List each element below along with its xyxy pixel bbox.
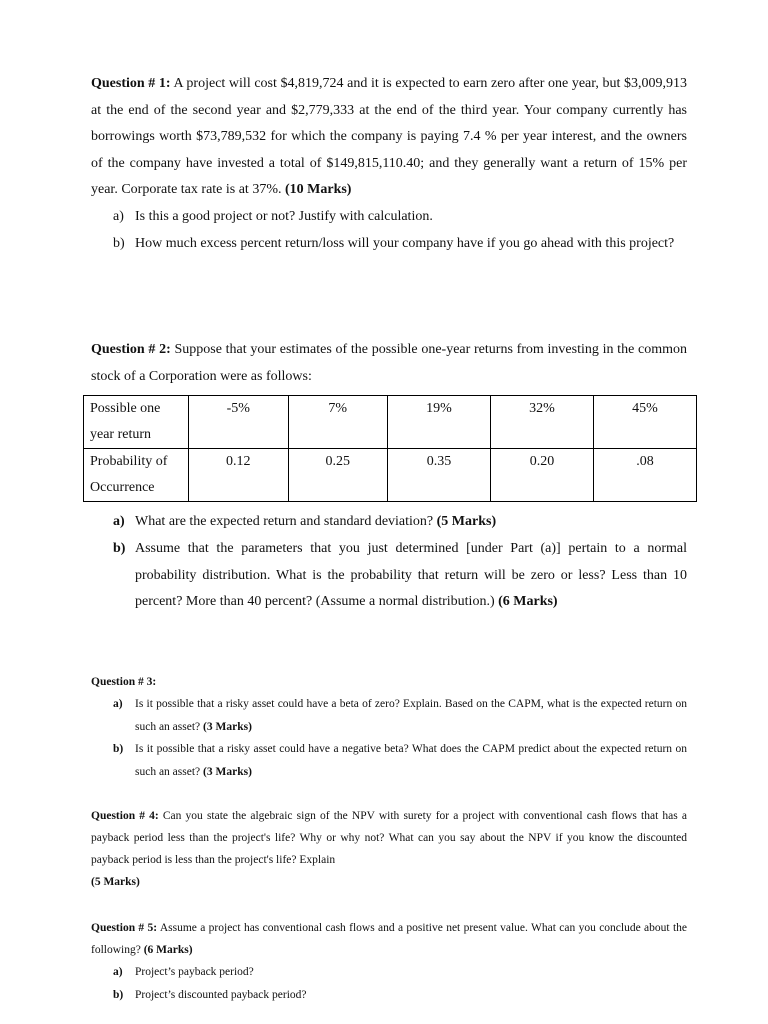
part-label: b) xyxy=(113,989,124,1001)
part-label: b) xyxy=(113,236,125,251)
table-row xyxy=(84,396,697,449)
part-text: Is it possible that a risky asset could have a beta of zero? Explain. Based on the CAPM, what is the expected return on such an asset? xyxy=(135,698,687,733)
part-label: a) xyxy=(113,966,123,978)
question-1-text: A project will cost $4,819,724 and it is expected to earn zero after one year, but $3,009,913 at the end of the second year and $2,779,333 at the end of the third year. Your company currently has borrowings worth $73,789,532 for which the company is paying 7.4 % per year interest, and the owners of the company have invested a total of $149,815,110.40; and they generally want a return of 15% per year. Corporate tax rate is at 37%. xyxy=(91,76,688,197)
question-1 xyxy=(91,71,687,204)
part-text: Is this a good project or not? Justify with calculation. xyxy=(135,209,433,224)
row-header: Probability of Occurrence xyxy=(84,449,189,502)
question-2-text: Suppose that your estimates of the possible one-year returns from investing in the common stock of a Corporation were as follows: xyxy=(91,342,687,384)
probability-cell: .08 xyxy=(593,449,696,502)
part-label: a) xyxy=(113,209,124,224)
part-label: b) xyxy=(113,541,126,556)
question-4-label: Question # 4: xyxy=(91,810,159,822)
part-text: What are the expected return and standard deviation? xyxy=(135,514,437,529)
part-text: Is it possible that a risky asset could have a negative beta? What does the CAPM predict about the expected return on such an asset? xyxy=(135,743,687,778)
table-row xyxy=(84,449,697,502)
question-4 xyxy=(91,805,687,893)
question-5-marks: (6 Marks) xyxy=(143,944,193,956)
part-label: a) xyxy=(113,698,123,710)
part-text: Project’s payback period? xyxy=(135,966,254,978)
question-3-label-block xyxy=(91,671,687,693)
part-marks: (3 Marks) xyxy=(203,720,252,733)
return-cell: 7% xyxy=(288,396,388,449)
probability-cell: 0.20 xyxy=(490,449,593,502)
probability-cell: 0.25 xyxy=(288,449,388,502)
return-cell: 19% xyxy=(388,396,491,449)
return-cell: 32% xyxy=(490,396,593,449)
question-5 xyxy=(91,917,687,961)
question-5-text: Assume a project has conventional cash flows and a positive net present value. What can you conclude about the following? xyxy=(91,922,687,956)
return-cell: -5% xyxy=(189,396,289,449)
returns-table xyxy=(83,395,697,502)
question-4-marks: (5 Marks) xyxy=(91,876,140,888)
part-label: b) xyxy=(113,743,124,755)
return-cell: 45% xyxy=(593,396,696,449)
question-5-label: Question # 5: xyxy=(91,922,158,934)
part-text: Project’s discounted payback period? xyxy=(135,989,307,1001)
part-marks: (6 Marks) xyxy=(498,594,558,609)
question-4-text: Can you state the algebraic sign of the NPV with surety for a project with conventional cash flows that has a payback period less than the project's life? Why or why not? What can you say about the NPV if you know the discounted payback period is less than the project's life? Explain xyxy=(91,810,688,866)
part-text: Assume that the parameters that you just determined [under Part (a)] pertain to a normal probability distribution. What is the probability that return will be zero or less? Less than 10 percent? More than 40 percent? (Assume a normal distribution.) xyxy=(135,541,687,609)
question-2 xyxy=(91,337,687,390)
row-header: Possible one year return xyxy=(84,396,189,449)
question-3-label: Question # 3: xyxy=(91,676,157,688)
part-marks: (5 Marks) xyxy=(436,514,497,529)
probability-cell: 0.12 xyxy=(189,449,289,502)
question-1-label: Question # 1: xyxy=(91,76,171,91)
part-text: How much excess percent return/loss will your company have if you go ahead with this project? xyxy=(135,236,675,251)
question-2-label: Question # 2: xyxy=(91,342,171,357)
probability-cell: 0.35 xyxy=(388,449,491,502)
question-1-marks: (10 Marks) xyxy=(284,182,352,197)
part-marks: (3 Marks) xyxy=(203,765,252,778)
part-label: a) xyxy=(113,514,125,529)
